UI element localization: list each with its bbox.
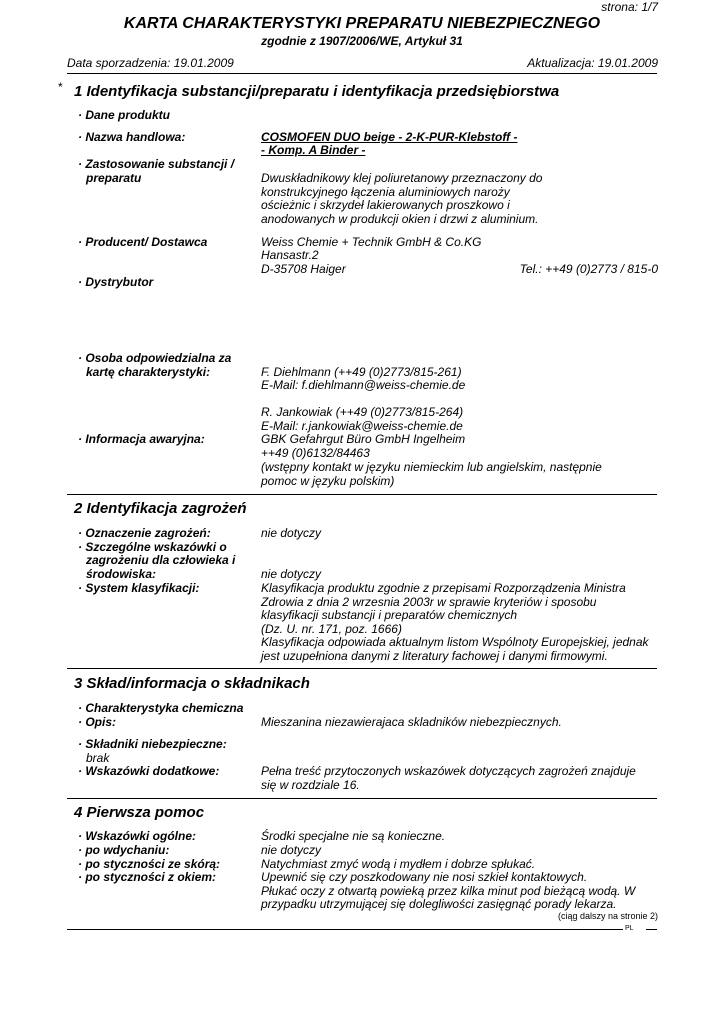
contact-2-email: E-Mail: r.jankowiak@weiss-chemie.de <box>261 419 463 433</box>
language-code: PL <box>625 925 634 932</box>
classification-text-3: klasyfikacji substancji i preparatów chemicznych <box>261 608 518 622</box>
use-text-3: ościeżnic i skrzydeł lakierowanych proszkowo i <box>261 198 510 212</box>
changed-marker: * <box>58 80 63 94</box>
section-2-title: 2 Identyfikacja zagrożeń <box>74 500 247 517</box>
classification-text-4: (Dz. U. nr. 171, poz. 1666) <box>261 622 402 636</box>
page-number: strona: 1/7 <box>601 0 658 14</box>
emergency-note-2: pomoc w języku polskim) <box>261 474 395 488</box>
eye-contact-label: · po styczności z okiem: <box>78 870 217 884</box>
use-label-line-1: · Zastosowanie substancji / <box>78 157 235 171</box>
product-data-label: · Dane produktu <box>78 108 170 122</box>
producer-city: D-35708 Haiger <box>261 262 346 276</box>
date-created: Data sporzadzenia: 19.01.2009 <box>67 56 234 70</box>
inhalation-label: · po wdychaniu: <box>78 843 170 857</box>
special-hazard-label-1: · Szczególne wskazówki o <box>78 540 227 554</box>
additional-info-label: · Wskazówki dodatkowe: <box>78 764 220 778</box>
classification-text-1: Klasyfikacja produktu zgodnie z przepisami Rozporządzenia Ministra <box>261 581 626 595</box>
inhalation-value: nie dotyczy <box>261 843 322 857</box>
emergency-org: GBK Gefahrgut Büro GmbH Ingelheim <box>261 432 466 446</box>
trade-name-line-2: - Komp. A Binder - <box>261 143 366 157</box>
general-advice-value: Środki specjalne nie są konieczne. <box>261 829 446 843</box>
skin-contact-value: Natychmiast zmyć wodą i mydłem i dobrze spłukać. <box>261 857 536 871</box>
use-text-2: konstrukcyjnego łączenia aluminiowych naroży <box>261 185 510 199</box>
section-divider <box>67 494 657 495</box>
contact-1-phone: F. Diehlmann (++49 (0)2773/815-261) <box>261 365 462 379</box>
additional-info-text-2: się w rozdziale 16. <box>261 778 360 792</box>
trade-name-label: · Nazwa handlowa: <box>78 130 186 144</box>
special-hazard-label-2: zagrożeniu dla człowieka i <box>86 553 236 567</box>
producer-street: Hansastr.2 <box>261 248 319 262</box>
date-updated: Aktualizacja: 19.01.2009 <box>527 56 658 70</box>
emergency-note-1: (wstępny kontakt w języku niemieckim lub angielskim, następnie <box>261 460 602 474</box>
skin-contact-label: · po styczności ze skórą: <box>78 857 221 871</box>
hazard-marking-value: nie dotyczy <box>261 526 322 540</box>
eye-contact-value-1: Upewnić się czy poszkodowany nie nosi szkieł kontaktowych. <box>261 870 588 884</box>
contact-2-phone: R. Jankowiak (++49 (0)2773/815-264) <box>261 405 464 419</box>
section-4-title: 4 Pierwsza pomoc <box>74 804 205 821</box>
hazardous-components-label: · Składniki niebezpieczne: <box>78 737 227 751</box>
eye-contact-value-2: Płukać oczy z otwartą powieką przez kilka minut pod bieżącą wodą. W <box>261 884 636 898</box>
section-3-title: 3 Skład/informacja o składnikach <box>74 675 310 692</box>
producer-label: · Producent/ Dostawca <box>78 235 208 249</box>
section-divider <box>67 668 657 669</box>
contact-1-email: E-Mail: f.diehlmann@weiss-chemie.de <box>261 378 466 392</box>
responsible-label-line-1: · Osoba odpowiedzialna za <box>78 351 232 365</box>
footer-divider <box>67 929 623 930</box>
section-1-title: 1 Identyfikacja substancji/preparatu i identyfikacja przedsiębiorstwa <box>74 83 560 100</box>
document-subtitle: zgodnie z 1907/2006/WE, Artykuł 31 <box>261 34 463 48</box>
responsible-label-line-2: kartę charakterystyki: <box>86 365 211 379</box>
general-advice-label: · Wskazówki ogólne: <box>78 829 197 843</box>
classification-text-6: jest uzupełniona danymi z literatury fachowej i danymi firmowymi. <box>261 649 608 663</box>
use-text-4: anodowanych w produkcji okien i drzwi z aluminium. <box>261 212 539 226</box>
hazard-marking-label: · Oznaczenie zagrożeń: <box>78 526 211 540</box>
document-title: KARTA CHARAKTERYSTYKI PREPARATU NIEBEZPIECZNEGO <box>123 15 601 32</box>
hazardous-components-value: brak <box>86 751 110 765</box>
trade-name-line-1: COSMOFEN DUO beige - 2-K-PUR-Klebstoff - <box>261 130 518 144</box>
footer-divider-end <box>646 929 657 930</box>
additional-info-text-1: Pełna treść przytoczonych wskazówek dotyczących zagrożeń znajduje <box>261 764 636 778</box>
special-hazard-label-3: środowiska: <box>86 567 157 581</box>
producer-phone: Tel.: ++49 (0)2773 / 815-0 <box>519 262 658 276</box>
producer-name: Weiss Chemie + Technik GmbH & Co.KG <box>261 235 482 249</box>
emergency-phone: ++49 (0)6132/84463 <box>261 446 370 460</box>
continued-note: (ciąg dalszy na stronie 2) <box>557 911 658 921</box>
description-label: · Opis: <box>78 715 116 729</box>
distributor-label: · Dystrybutor <box>78 275 154 289</box>
header-divider <box>67 73 657 74</box>
use-text-1: Dwuskładnikowy klej poliuretanowy przeznaczony do <box>261 171 543 185</box>
classification-label: · System klasyfikacji: <box>78 581 200 595</box>
chemical-characteristics-label: · Charakterystyka chemiczna <box>78 701 244 715</box>
section-divider <box>67 798 657 799</box>
classification-text-2: Zdrowia z dnia 2 wrzesnia 2003r w sprawie kryteriów i sposobu <box>261 595 597 609</box>
classification-text-5: Klasyfikacja odpowiada aktualnym listom Wspólnoty Europejskiej, jednak <box>261 635 649 649</box>
eye-contact-value-3: przypadku utrzymującej się dolegliwości zasięgnąć porady lekarza. <box>261 897 617 911</box>
use-label-line-2: preparatu <box>86 171 142 185</box>
description-value: Mieszanina niezawierajaca skladników niebezpiecznych. <box>261 715 562 729</box>
special-hazard-value: nie dotyczy <box>261 567 322 581</box>
emergency-label: · Informacja awaryjna: <box>78 432 205 446</box>
